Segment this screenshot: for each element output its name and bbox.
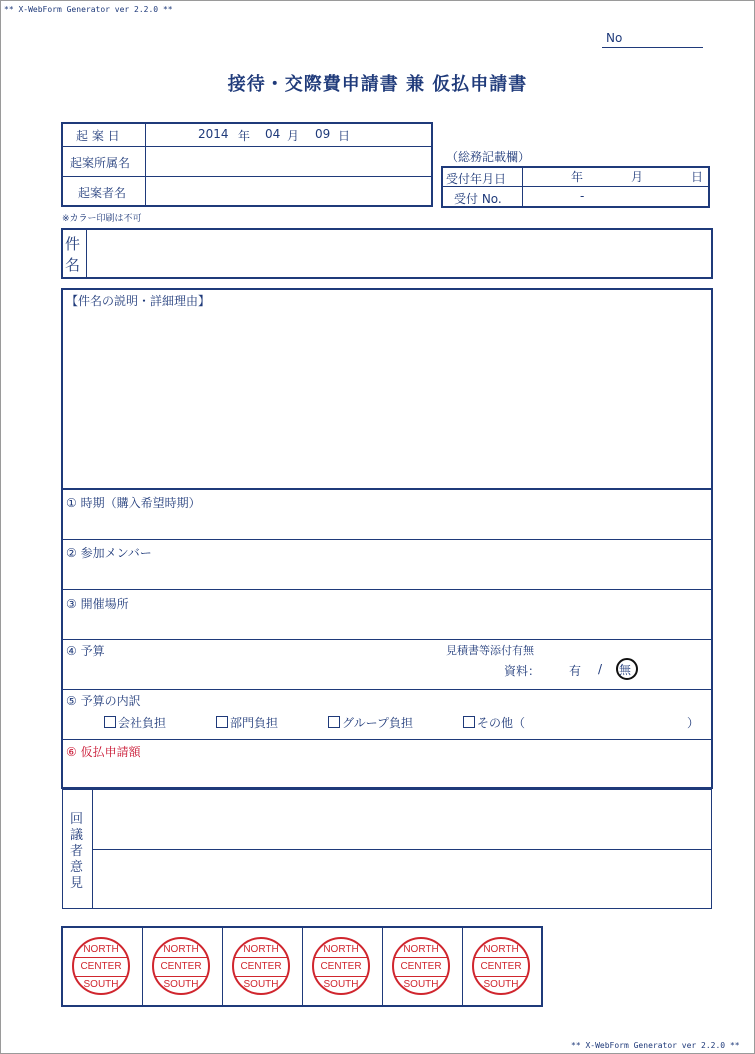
stamp-divider xyxy=(382,927,383,1006)
stamp-bottom-text: SOUTH xyxy=(163,979,199,990)
reviewer-char-5: 見 xyxy=(70,876,84,891)
section-divider xyxy=(62,739,712,740)
generator-top-label: ** X-WebForm Generator ver 2.2.0 ** xyxy=(4,5,173,14)
option-other-close: ） xyxy=(687,716,700,730)
estimate-attached-note: 見積書等添付有無 xyxy=(446,644,534,657)
option-department-charge[interactable] xyxy=(216,714,278,731)
reviewer-char-3: 者 xyxy=(70,844,84,859)
stamp-mid-text: CENTER xyxy=(400,961,442,972)
stamp-mid-text: CENTER xyxy=(80,961,122,972)
color-print-note: ※カラー印刷は不可 xyxy=(62,214,142,224)
checkbox-icon[interactable] xyxy=(216,716,228,728)
option-other-label: その他（ xyxy=(477,716,526,730)
office-table-divider xyxy=(522,167,523,207)
stamp-divider xyxy=(222,927,223,1006)
reviewer-char-2: 議 xyxy=(70,828,84,843)
document-label: 資料： xyxy=(504,664,541,678)
reviewer-char-4: 意 xyxy=(70,860,84,875)
approval-stamp-1[interactable] xyxy=(72,937,130,995)
stamp-divider xyxy=(302,927,303,1006)
draft-day-unit: 日 xyxy=(338,129,351,143)
stamp-bottom-text: SOUTH xyxy=(83,979,119,990)
section-6-label: ⑥ 仮払申請額 xyxy=(66,745,141,759)
draft-table-row-line xyxy=(62,176,432,177)
draft-month-unit: 月 xyxy=(287,129,300,143)
section-divider xyxy=(62,639,712,640)
section-divider xyxy=(62,589,712,590)
document-no-option[interactable]: 無 xyxy=(619,663,632,677)
stamp-top-text: NORTH xyxy=(403,944,439,955)
stamp-top-text: NORTH xyxy=(243,944,279,955)
stamp-divider xyxy=(462,927,463,1006)
stamp-top-text: NORTH xyxy=(323,944,359,955)
option-group-charge[interactable] xyxy=(328,714,413,731)
stamp-top-text: NORTH xyxy=(163,944,199,955)
selected-circle-mark xyxy=(616,658,638,680)
draft-month[interactable]: 04 xyxy=(265,127,281,141)
section-3-label: ③ 開催場所 xyxy=(66,597,129,611)
stamp-top-text: NORTH xyxy=(483,944,519,955)
section-divider xyxy=(62,689,712,690)
section-5-label: ⑤ 予算の内訳 xyxy=(66,694,141,708)
subject-divider xyxy=(86,229,87,278)
approval-stamp-2[interactable] xyxy=(152,937,210,995)
draft-day[interactable]: 09 xyxy=(315,127,331,141)
document-separator: / xyxy=(598,662,603,676)
draft-table-divider xyxy=(145,123,146,206)
stamp-top-text: NORTH xyxy=(83,944,119,955)
section-2-label: ② 参加メンバー xyxy=(66,546,152,560)
subject-label-2: 名 xyxy=(65,256,81,274)
office-day-unit: 日 xyxy=(691,170,704,184)
subject-box xyxy=(61,228,713,279)
form-title: 接待・交際費申請書 兼 仮払申請書 xyxy=(227,74,528,95)
section-4-label: ④ 予算 xyxy=(66,644,105,658)
stamp-bottom-text: SOUTH xyxy=(403,979,439,990)
draft-year[interactable]: 2014 xyxy=(198,127,229,141)
no-input-line[interactable] xyxy=(602,47,703,48)
office-no-value[interactable]: - xyxy=(580,189,585,203)
no-label: No xyxy=(606,31,623,45)
office-year-unit: 年 xyxy=(571,170,584,184)
stamp-bottom-text: SOUTH xyxy=(243,979,279,990)
option-other[interactable] xyxy=(463,714,525,731)
checkbox-icon[interactable] xyxy=(328,716,340,728)
section-divider xyxy=(62,539,712,540)
reviewer-row-line xyxy=(92,849,712,850)
checkbox-icon[interactable] xyxy=(463,716,475,728)
draft-date-label: 起 案 日 xyxy=(76,129,120,143)
approval-stamp-5[interactable] xyxy=(392,937,450,995)
option-group-charge-label: グループ負担 xyxy=(342,716,414,730)
approval-stamp-4[interactable] xyxy=(312,937,370,995)
stamp-mid-text: CENTER xyxy=(480,961,522,972)
description-label: 【件名の説明・詳細理由】 xyxy=(66,294,211,308)
stamp-mid-text: CENTER xyxy=(160,961,202,972)
stamp-bottom-text: SOUTH xyxy=(483,979,519,990)
stamp-divider xyxy=(142,927,143,1006)
checkbox-icon[interactable] xyxy=(104,716,116,728)
option-company-charge[interactable] xyxy=(104,714,166,731)
stamp-mid-text: CENTER xyxy=(320,961,362,972)
reviewer-char-1: 回 xyxy=(70,812,84,827)
office-caption: （総務記載欄） xyxy=(446,150,531,164)
office-month-unit: 月 xyxy=(631,170,644,184)
draft-author-label: 起案者名 xyxy=(78,186,127,200)
draft-dept-label: 起案所属名 xyxy=(70,156,131,170)
approval-stamp-6[interactable] xyxy=(472,937,530,995)
draft-year-unit: 年 xyxy=(238,129,251,143)
option-company-charge-label: 会社負担 xyxy=(118,716,167,730)
document-yes-option[interactable]: 有 xyxy=(569,664,582,678)
office-received-label: 受付年月日 xyxy=(446,172,507,186)
stamp-bottom-text: SOUTH xyxy=(323,979,359,990)
option-department-charge-label: 部門負担 xyxy=(230,716,279,730)
stamp-mid-text: CENTER xyxy=(240,961,282,972)
office-no-label: 受付 No. xyxy=(454,192,502,206)
section-1-label: ① 時期（購入希望時期） xyxy=(66,496,201,510)
draft-table-row-line xyxy=(62,146,432,147)
section-divider xyxy=(62,488,712,490)
approval-stamp-3[interactable] xyxy=(232,937,290,995)
generator-bottom-label: ** X-WebForm Generator ver 2.2.0 ** xyxy=(571,1041,740,1050)
subject-label-1: 件 xyxy=(65,235,81,253)
